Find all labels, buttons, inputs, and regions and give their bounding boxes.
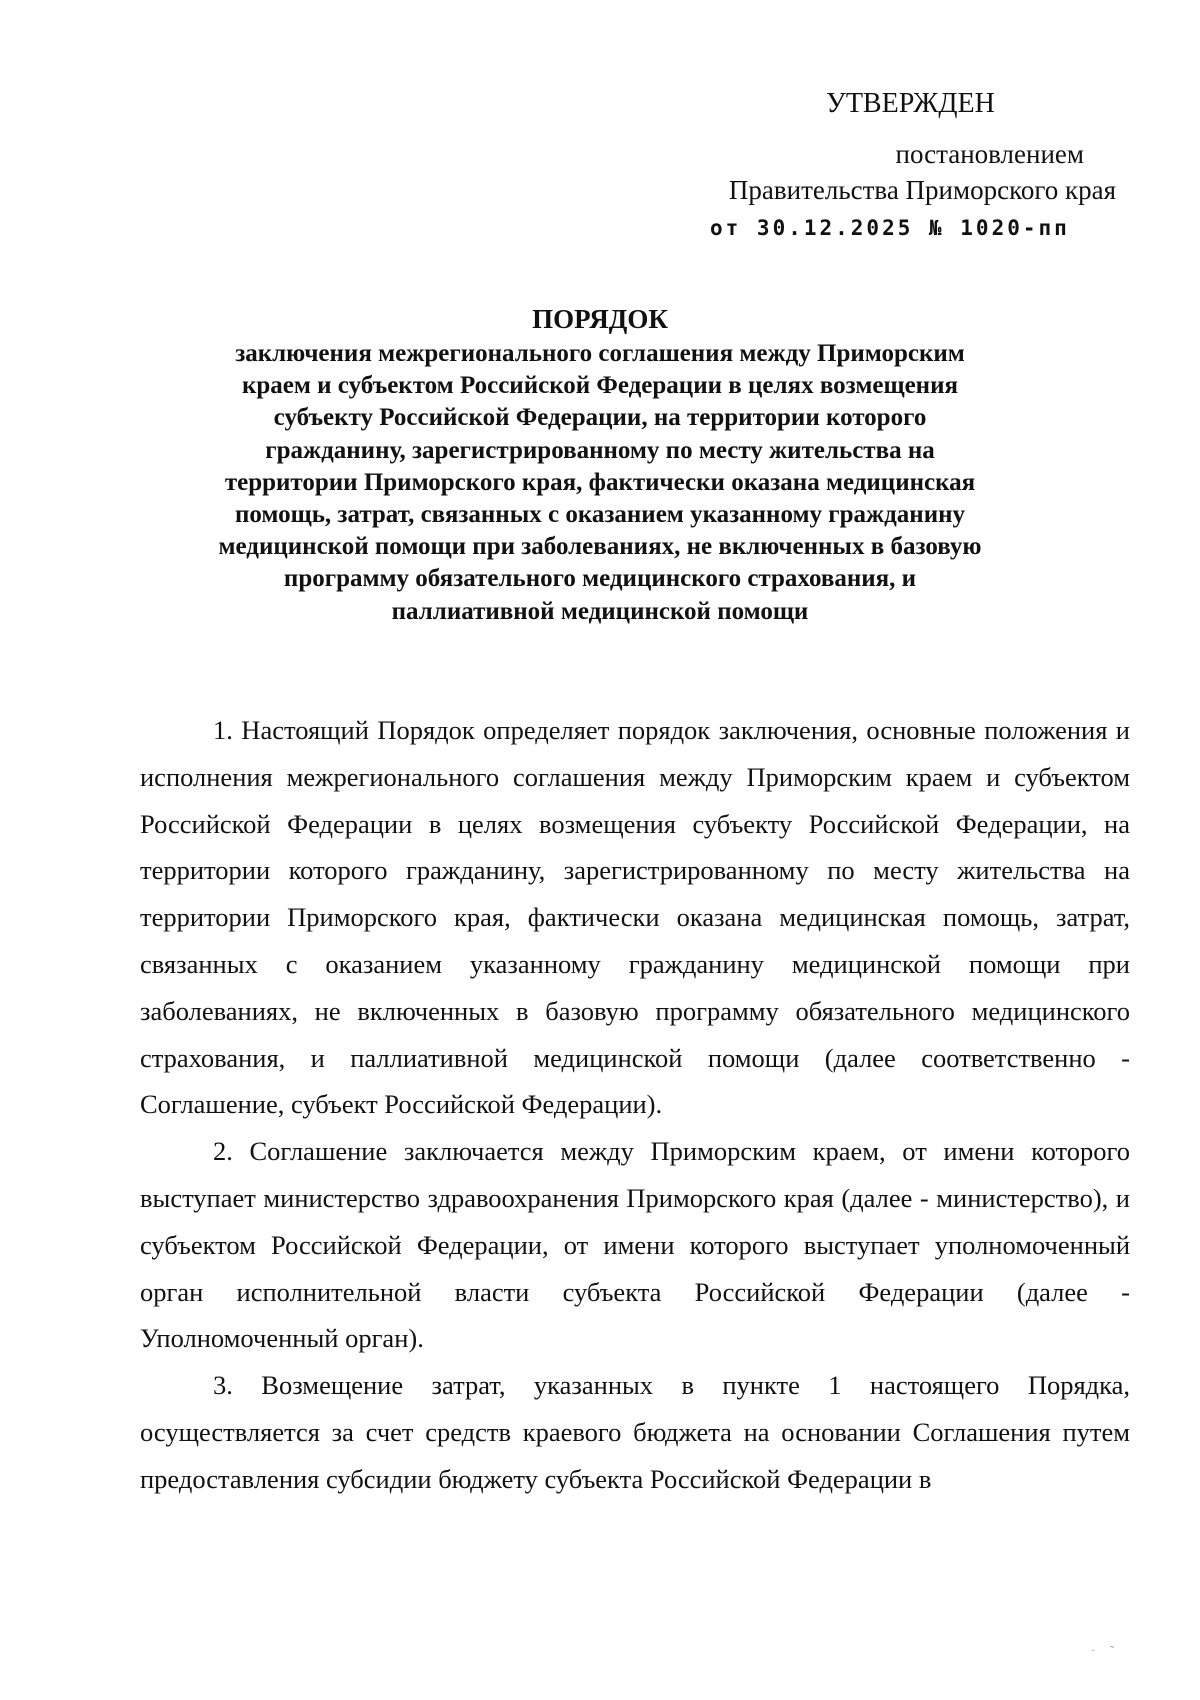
document-title: ПОРЯДОК [532,304,668,334]
scan-artifact: · ˜ [1091,1643,1120,1657]
paragraph-1: 1. Настоящий Порядок определяет порядок заключения, основные положения и исполнения межрегионального соглашения между Приморским краем и субъектом Российской Федерации в целях возмещения субъекту Российской Федерации, на территории которого гражданину, зарегистрированному по месту жительства на территории Приморского края, фактически оказана медицинская помощь, затрат, связанных с оказанием указанному гражданину медицинской помощи при заболеваниях, не включенных в базовую программу обязательного медицинского страхования, и паллиативной медицинской помощи (далее соответственно - Соглашение, субъект Российской Федерации). [140,715,1130,1120]
approval-block [660,86,1140,246]
approval-government-label: Правительства Приморского края [728,175,1116,205]
document-subtitle: заключения межрегионального соглашения между Приморским краем и субъектом Российской Федерации в целях возмещения субъекту Российской Федерации, на территории которого гражданину, зарегистрированному по месту жительства на территории Приморского края, фактически оказана медицинская помощь, затрат, связанных с оказанием указанному гражданину медицинской помощи при заболеваниях, не включенных в базовую программу обязательного медицинского страхования, и паллиативной медицинской помощи [218,340,982,625]
paragraph-3: 3. Возмещение затрат, указанных в пункте 1 настоящего Порядка, осуществляется за счет средств краевого бюджета на основании Соглашения путем предоставления субсидии бюджету субъекта Российской Федерации в [140,1370,1130,1494]
approval-stamp: УТВЕРЖДЕН [826,88,995,119]
document-title-block [210,302,990,628]
document-body [140,707,1130,1503]
approval-resolution-label: постановлением [895,139,1084,169]
approval-date-number: от 30.12.2025 № 1020-пп [710,216,1070,240]
paragraph-2: 2. Соглашение заключается между Приморским краем, от имени которого выступает министерство здравоохранения Приморского края (далее - министерство), и субъектом Российской Федерации, от имени которого выступает уполномоченный орган исполнительной власти субъекта Российской Федерации (далее - Уполномоченный орган). [140,1136,1130,1354]
